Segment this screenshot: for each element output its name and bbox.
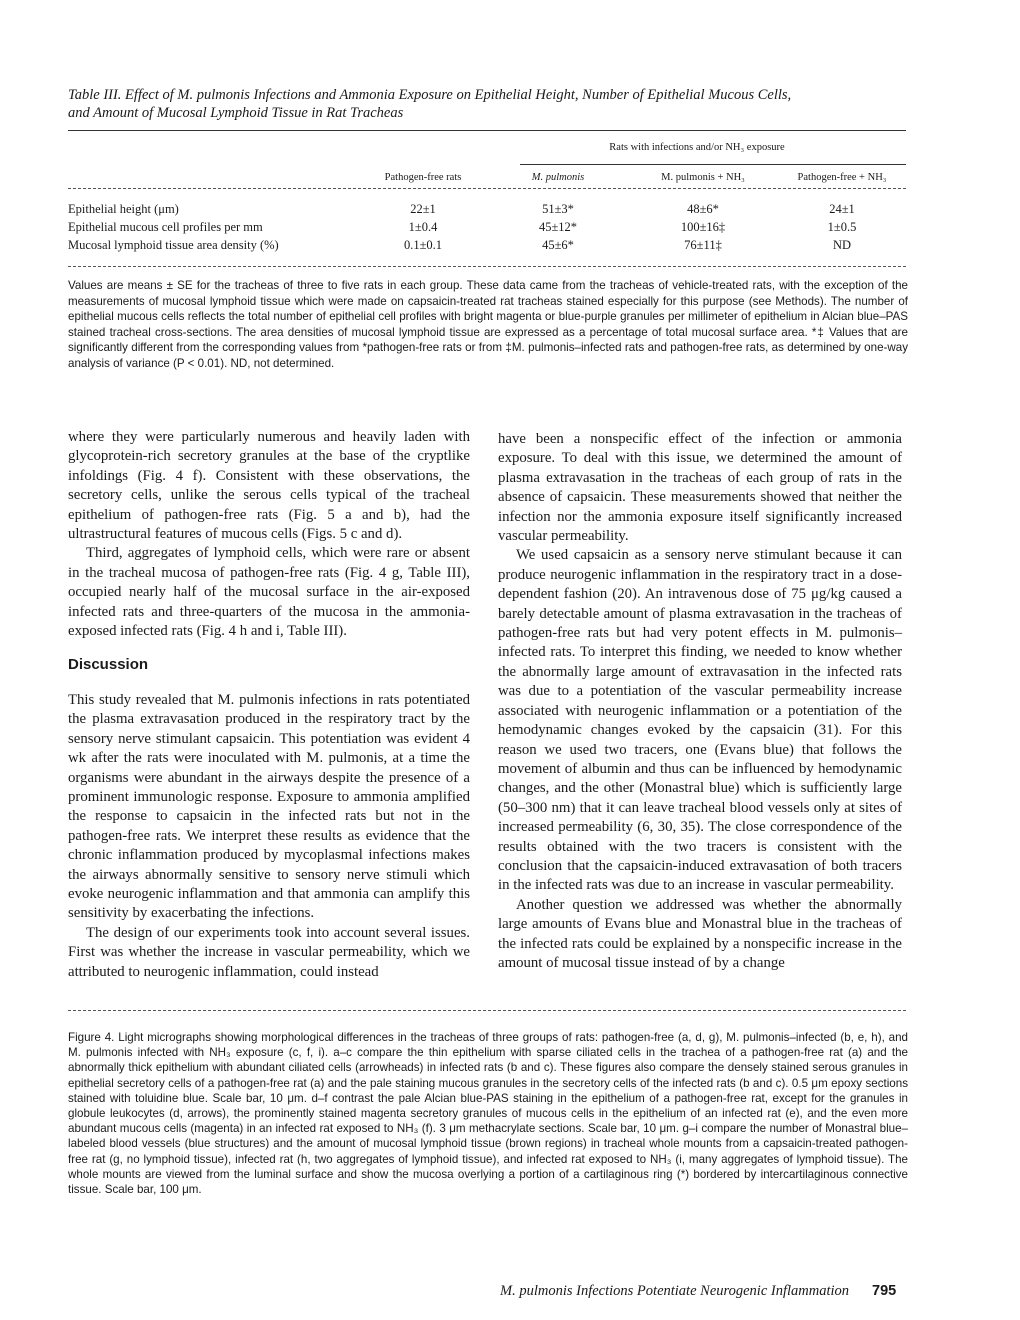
cell: 24±1 (829, 202, 855, 216)
cell: 48±6* (687, 202, 719, 216)
table-notes: Values are means ± SE for the tracheas of three to five rats in each group. These data came from the tracheas of vehicle-treated rats, with the exception of the measurements of mucosal lymphoid tissue which were made on capsaicin-treated rat tracheas stained especially for this purpose (see Methods). The number of epithelial mucous cells reflects the total number of epithelial cell profiles with bright magenta or blue-purple granules per millimeter of epithelium in Alcian blue–PAS stained tracheal cross-sections. The area densities of mucosal lymphoid tissue are expressed as a percentage of total mucosal surface area. *‡ Values that are significantly different from the corresponding values from *pathogen-free rats or from ‡M. pulmonis–infected rats and pathogen-free rats, as determined by one-way analysis of variance (P < 0.01). ND, not determined. (68, 279, 908, 370)
table-bottom-rule (68, 266, 906, 267)
body-paragraph: We used capsaicin as a sensory nerve stimulant because it can produce neurogenic inflammation in the respiratory tract in a dose-dependent fashion (20). An intravenous dose of 75 μg/kg caused a barely detectable amount of plasma extravasation in the tracheas of pathogen-free rats but had very potent effects in M. pulmonis–infected rats. To interpret this finding, we needed to know whether the abnormally large amount of extravasation in the infected rats was due to a potentiation of the vascular permeability increase associated with neurogenic inflammation or a potentiation of the hemodynamic changes evoked by the capsaicin (31). For this reason we used two tracers, one (Evans blue) that follows the movement of albumin and thus can be influenced by hemodynamic changes, and the other (Monastral blue) which is sufficiently large (50–300 nm) that it can leave tracheal blood vessels only at sites of increased permeability (6, 30, 35). The close correspondence of the results obtained with the two tracers is consistent with the conclusion that the capsaicin-induced extravasation of both tracers in the infected rats was due to an increase in vascular permeability. (498, 547, 902, 894)
cell: ND (832, 238, 852, 252)
section-heading: Discussion (68, 656, 149, 674)
col-header-pathogen-free: Pathogen-free rats (384, 172, 462, 183)
body-paragraph: have been a nonspecific effect of the infection or ammonia exposure. To deal with this issue, we determined the amount of plasma extravasation in the tracheas of each group of rats in the absence of capsaicin. These measurements showed that neither the infection nor the ammonia exposure itself significantly increased vascular permeability. (498, 431, 902, 545)
cell: 22±1 (410, 202, 436, 216)
spanner-rule (520, 164, 906, 165)
table-top-rule (68, 130, 906, 131)
running-title: M. pulmonis Infections Potentiate Neurogenic Inflammation (500, 1283, 850, 1299)
table-row (68, 220, 906, 238)
cell: 76±11‡ (684, 238, 722, 252)
left-column (68, 428, 470, 982)
cell: 45±12* (538, 220, 578, 234)
cell: 1±0.4 (408, 220, 438, 234)
body-paragraph: where they were particularly numerous and heavily laden with glycoprotein-rich secretory granules at the base of the cryptlike infoldings (Fig. 4 f). Consistent with these observations, the secretory cells, unlike the serous cells typical of the tracheal epithelium of pathogen-free rats (Fig. 5 a and b), had the ultrastructural features of mucous cells (Figs. 5 c and d). (68, 429, 470, 543)
row-label: Mucosal lymphoid tissue area density (%) (68, 238, 279, 252)
table-iii (68, 140, 906, 256)
cell: 0.1±0.1 (403, 238, 443, 252)
table-caption-line2: and Amount of Mucosal Lymphoid Tissue in Rat Tracheas (68, 105, 404, 121)
figure-4-caption: Figure 4. Light micrographs showing morphological differences in the tracheas of three groups of rats: pathogen-free (a, d, g), M. pulmonis–infected (b, e, h), and M. pulmonis infected with NH₃ exposure (c, f, i). a–c compare the thin epithelium with sparse ciliated cells in the trachea of a pathogen-free rat (a) and the abnormally thick epithelium with abundant ciliated cells (arrowheads) in infected rats (b and c). These figures also compare the densely stained serous granules in epithelial secretory cells of a pathogen-free rat (a) and the pale staining mucous granules in the secretory cells of the infected rats (b and c). 0.5 μm epoxy sections stained with toluidine blue. Scale bar, 10 μm. d–f contrast the pale Alcian blue-PAS staining in the epithelium of a pathogen-free rat, except for the granules in globule leukocytes (d, arrows), the prominently stained magenta secretory granules of mucous cells in the epithelium of an infected rat (e), and the even more abundant mucous cells (magenta) in an infected rat exposed to NH₃ (f). 3 μm methacrylate sections. Scale bar, 10 μm. g–i compare the number of Monastral blue–labeled blood vessels (blue structures) and the amount of mucosal lymphoid tissue (brown regions) in tracheal whole mounts from a capsaicin-treated pathogen-free rat (g, no lymphoid tissue), infected rat (h, two aggregates of lymphoid tissue), and infected rat exposed to NH₃ (i, many aggregates of lymphoid tissue). The whole mounts are viewed from the luminal surface and show the mucosa overlying a portion of a cartilaginous ring (*) bordered by intercartilaginous connective tissue. Scale bar, 100 μm. (68, 1031, 908, 1197)
cell: 1±0.5 (827, 220, 857, 234)
right-column (498, 430, 902, 973)
cell: 100±16‡ (680, 220, 726, 234)
body-paragraph: Another question we addressed was whether the abnormally large amounts of Evans blue and Monastral blue in the tracheas of the infected rats could be explained by a nonspecific increase in the amount of mucosal tissue instead of by a change (498, 896, 902, 971)
col-header-m-pulmonis-nh3: M. pulmonis + NH₃ (661, 172, 745, 183)
cell: 45±6* (542, 238, 574, 252)
cell: 51±3* (542, 202, 574, 216)
table-caption (68, 86, 908, 122)
row-label: Epithelial mucous cell profiles per mm (68, 220, 263, 234)
figure-separator-rule (68, 1010, 906, 1011)
table-caption-line1: Table III. Effect of M. pulmonis Infections and Ammonia Exposure on Epithelial Height, Number of Epithelial Mucous Cells, (68, 87, 792, 103)
page-number: 795 (872, 1283, 897, 1299)
table-row (68, 202, 906, 220)
spanner-header: Rats with infections and/or NH₃ exposure (609, 142, 785, 153)
header-rule (68, 188, 906, 189)
table-row (68, 238, 906, 256)
row-label: Epithelial height (μm) (68, 202, 179, 216)
col-header-m-pulmonis: M. pulmonis (531, 172, 585, 183)
col-header-pathogen-free-nh3: Pathogen-free + NH₃ (797, 172, 887, 183)
body-paragraph: Third, aggregates of lymphoid cells, which were rare or absent in the tracheal mucosa of pathogen-free rats (Fig. 4 g, Table III), occupied nearly half of the mucosal surface in the air-exposed infected rats and three-quarters of the mucosa in the ammonia-exposed infected rats (Fig. 4 h and i, Table III). (68, 545, 470, 640)
body-paragraph: This study revealed that M. pulmonis infections in rats potentiated the plasma extravasation produced in the respiratory tract by the sensory nerve stimulant capsaicin. This potentiation was evident 4 wk after the rats were inoculated with M. pulmonis, at a time the organisms were abundant in the airways despite the presence of a prominent immunologic response. Exposure to ammonia amplified the response to capsaicin in the infected rats but not in the pathogen-free rats. We interpret these results as evidence that the chronic inflammation produced by mycoplasmal infections makes the airways abnormally sensitive to sensory nerve stimuli which evoke neurogenic inflammation and that ammonia can amplify this sensitivity by exacerbating the infections. (68, 691, 470, 922)
body-paragraph: The design of our experiments took into account several issues. First was whether the increase in vascular permeability, which we attributed to neurogenic inflammation, could instead (68, 924, 470, 980)
